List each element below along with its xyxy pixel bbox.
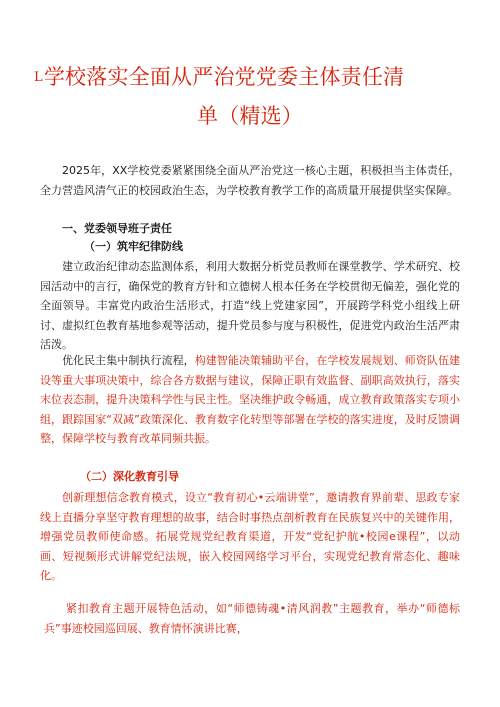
subsection-2-heading: （二）深化教育引导 <box>80 470 179 483</box>
title-line-2: 单（精选） <box>197 104 303 128</box>
paragraph-2-red-text: 构建智能决策辅助平台，在学校发展规划、师资队伍建设等重大事项决策中，综合各方数据与建议，保障正职有效监督、副职高效执行，落实末位表态制，提升决策科学性与民主性。坚决维护政令畅通，成立教育政策落实专项小组，跟踪国家“双减”政策深化、教育数字化转型等部署在学校的落实进度，及时反馈调整，保障学校与教育改革同频共振。 <box>40 354 461 445</box>
title-mark: L <box>34 70 43 85</box>
intro-paragraph: 2025年，XX学校党委紧紧围绕全面从严治党这一核心主题，积极担当主体责任，全力营造风清气正的校园政治生态，为学校教育教学工作的高质量开展提供坚实保障。 <box>40 164 460 197</box>
section-1-heading: 一、党委领导班子责任 <box>62 222 172 235</box>
title-line-1-text: 学校落实全面从严治党党委主体责任清 <box>43 65 405 89</box>
paragraph-democratic-centralism <box>40 351 460 449</box>
paragraph-education: 创新理想信念教育模式，设立“教育初心•云端讲堂”，邀请教育界前辈、思政专家线上直播分享坚守教育理想的故事，结合时事热点剖析教育在民族复兴中的关键作用，增强党员教师使命感。拓展党规党纪教育渠道，开发“党纪护航•校园e课程”，以动画、短视频形式讲解党纪法规，嵌入校园网络学习平台，实现党纪教育常态化、趣味化。 <box>40 491 460 582</box>
paragraph-2-black-text: 优化民主集中制执行流程， <box>62 354 195 367</box>
paragraph-discipline: 建立政治纪律动态监测体系，利用大数据分析党员教师在课堂教学、学术研究、校园活动中的言行，确保党的教育方针和立德树人根本任务在学校贯彻无偏差，强化党的全面领导。丰富党内政治生活形式，打造“线上党建家园”，开展跨学科党小组线上研讨、虚拟红色教育基地参观等活动，提升党员参与度与积极性，促进党内政治生活严肃活泼。 <box>40 260 460 351</box>
document-title <box>28 58 472 135</box>
paragraph-activities: 紧扣教育主题开展特色活动，如“师德铸魂•清风润教”主题教育，举办“师德标兵”事迹校园巡回展、教育情怀演讲比赛， <box>44 602 460 635</box>
title-line-1 <box>28 58 472 97</box>
subsection-1-heading: （一）筑牢纪律防线 <box>84 240 183 253</box>
